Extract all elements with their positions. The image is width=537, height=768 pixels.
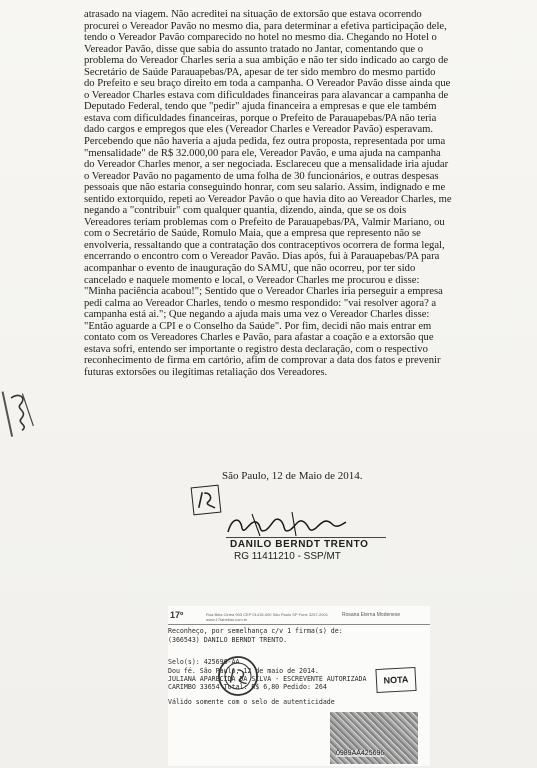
declaration-body bbox=[84, 9, 526, 379]
body-line: envolveria, ressaltando que a contratação dos contraceptivos ocorrera de forma legal, bbox=[84, 239, 445, 251]
signer-name: DANILO BERNDT TRENTO bbox=[230, 539, 369, 550]
body-line: com o Secretário de Saúde, Romulo Maia, que a empresa que represento não se bbox=[84, 228, 421, 240]
body-line: Deputado Federal, tendo que "pedir" ajuda financeira a empresas e que ele também bbox=[84, 101, 437, 113]
initials-scribble-icon bbox=[192, 486, 221, 515]
date-line: São Paulo, 12 de Maio de 2014. bbox=[222, 470, 363, 482]
body-line: estava com dificuldades financeiras, porque o Prefeito de Parauapebas/PA não teria bbox=[84, 112, 437, 124]
body-line: campanha está ai."; Que negando a ajuda mais uma vez o Vereador Charles disse: bbox=[84, 309, 430, 321]
handwritten-signature bbox=[222, 508, 352, 540]
body-line: pedi calma ao Vereador Charles, tendo o mesmo respondido: "vai resolver agora? a bbox=[84, 297, 437, 309]
body-line: Vereadores teriam problemas com o Prefeito de Parauapebas/PA, Valmir Mariano, ou bbox=[84, 216, 445, 228]
notary-divider bbox=[168, 624, 430, 625]
rubric-scribble-icon bbox=[4, 385, 43, 436]
round-seal-icon bbox=[215, 653, 262, 700]
body-line: cancelado e naquele momento e local, o Vereador Charles me procurou e disse: bbox=[84, 274, 420, 286]
notary-line: Dou fé. São Paulo, 12 de maio de 2014. bbox=[168, 667, 319, 675]
body-line: dado cargos e empregos que eles (Vereador Charles e Vereador Pavão) esperavam. bbox=[84, 124, 434, 136]
body-line: procurei o Vereador Pavão no mesmo dia, para determinar a efetiva participação dele, bbox=[84, 20, 447, 32]
body-line: contato com os Vereadores Charles e Pavão, para afastar a coação e a extorsão que bbox=[84, 332, 434, 344]
notary-line: Válido somente com o selo de autenticidade bbox=[168, 698, 335, 706]
body-line: encerrando o encontro com o Vereador Pavão. Dias após, fui à Parauapebas/PA para bbox=[84, 251, 440, 263]
body-line: tendo o Vereador Pavão comparecido no hotel no mesmo dia. Chegando no Hotel o bbox=[84, 32, 437, 44]
body-line: do Prefeito e seu braço direito em toda a campanha. O Vereador Pavão disse ainda que bbox=[84, 78, 451, 90]
notary-line: Reconheço, por semelhança c/v 1 firma(s) de: bbox=[168, 627, 343, 635]
body-line: pessoais que não estaria conseguindo honrar, com seu salario. Assim, indignado e me bbox=[84, 182, 446, 194]
notary-line: Selo(s): 425696-AA bbox=[168, 658, 240, 666]
body-line: "mensalidade" de R$ 32.000,00 para ele, Vereador Pavão, e uma ajuda na campanha bbox=[84, 147, 441, 159]
body-line: Secretário de Saúde Parauapebas/PA, apesar de ter sido membro do mesmo partido bbox=[84, 66, 436, 78]
notary-address: Rua Bela Cintra 903 CEP 01415-000 São Paulo SP Fone 3257-2001 www.17tabeliao.com.br bbox=[206, 612, 328, 622]
hologram-serial: 0989AA425696 bbox=[336, 750, 385, 757]
signer-rg: RG 11411210 - SSP/MT bbox=[234, 551, 341, 562]
body-line: sentido extorquido, repeti ao Vereador Pavão o que havia dito ao Vereador Charles, me bbox=[84, 193, 452, 205]
body-line: o Vereador Pavão no pagamento de uma folha de 30 funcionários, e outras despesas bbox=[84, 170, 439, 182]
body-line: acompanhar o evento de inauguração do SAMU, que não ocorreu, por ter sido bbox=[84, 263, 416, 275]
notary-seal-box: NOTA bbox=[375, 667, 416, 693]
initials-stamp bbox=[191, 485, 222, 516]
body-line: Percebendo que não haveria a ajuda pedida, fez outra proposta, representada por uma bbox=[84, 136, 446, 148]
margin-rubric-stamp bbox=[2, 385, 43, 437]
body-line: Vereador Pavão, disse que sabia do assunto tratado no Jantar, comentando que o bbox=[84, 43, 424, 55]
body-line: do Vereador Charles menor, a ser negociada. Esclareceu que a mensalidade iria ajudar bbox=[84, 159, 449, 171]
body-line: atrasado na viagem. Não acreditei na situação de extorsão que estava ocorrendo bbox=[84, 9, 422, 20]
notary-line: CARIMBO 33654 Total: R$ 6,80 Pedido: 264 bbox=[168, 683, 327, 691]
body-line: reconhecimento de firma em cartório, afim de comprovar a data dos fatos e prevenir bbox=[84, 355, 441, 367]
body-line: estava sofri, entendo ser importante o registro desta declaração, com o respectivo bbox=[84, 343, 428, 355]
body-line: o Vereador Charles estava com dificuldades financeiras para alavancar a campanha de bbox=[84, 89, 449, 101]
notary-round-seal bbox=[215, 653, 262, 700]
body-line: negando a "contribuir" com qualquer quantia, dizendo, ainda, que se os dois bbox=[84, 205, 407, 217]
notary-line: JULIANA APARECIDA DA SILVA - ESCREVENTE AUTORIZADA bbox=[168, 675, 367, 683]
body-line: problema do Vereador Charles seria a sua ambição e não ter sido indicado ao cargo de bbox=[84, 55, 449, 67]
body-line: "Minha paciência acabou!"; Sentido que o Vereador Charles iria perseguir a empresa bbox=[84, 286, 443, 298]
notary-line: (366543) DANILO BERNDT TRENTO. bbox=[168, 636, 288, 644]
body-line: futuras extorsões ou ilegítimas retaliação dos Vereadores. bbox=[84, 366, 328, 378]
notary-officer-name: Rosana Eterna Modenese bbox=[342, 612, 401, 618]
body-line: "Então aguarde a CPI e o Conselho da Saúde". Por fim, decidi não mais entrar em bbox=[84, 320, 432, 332]
signature-rule bbox=[226, 537, 386, 538]
notary-office-number: 17º bbox=[170, 610, 184, 620]
signature-scribble-icon bbox=[222, 508, 352, 540]
